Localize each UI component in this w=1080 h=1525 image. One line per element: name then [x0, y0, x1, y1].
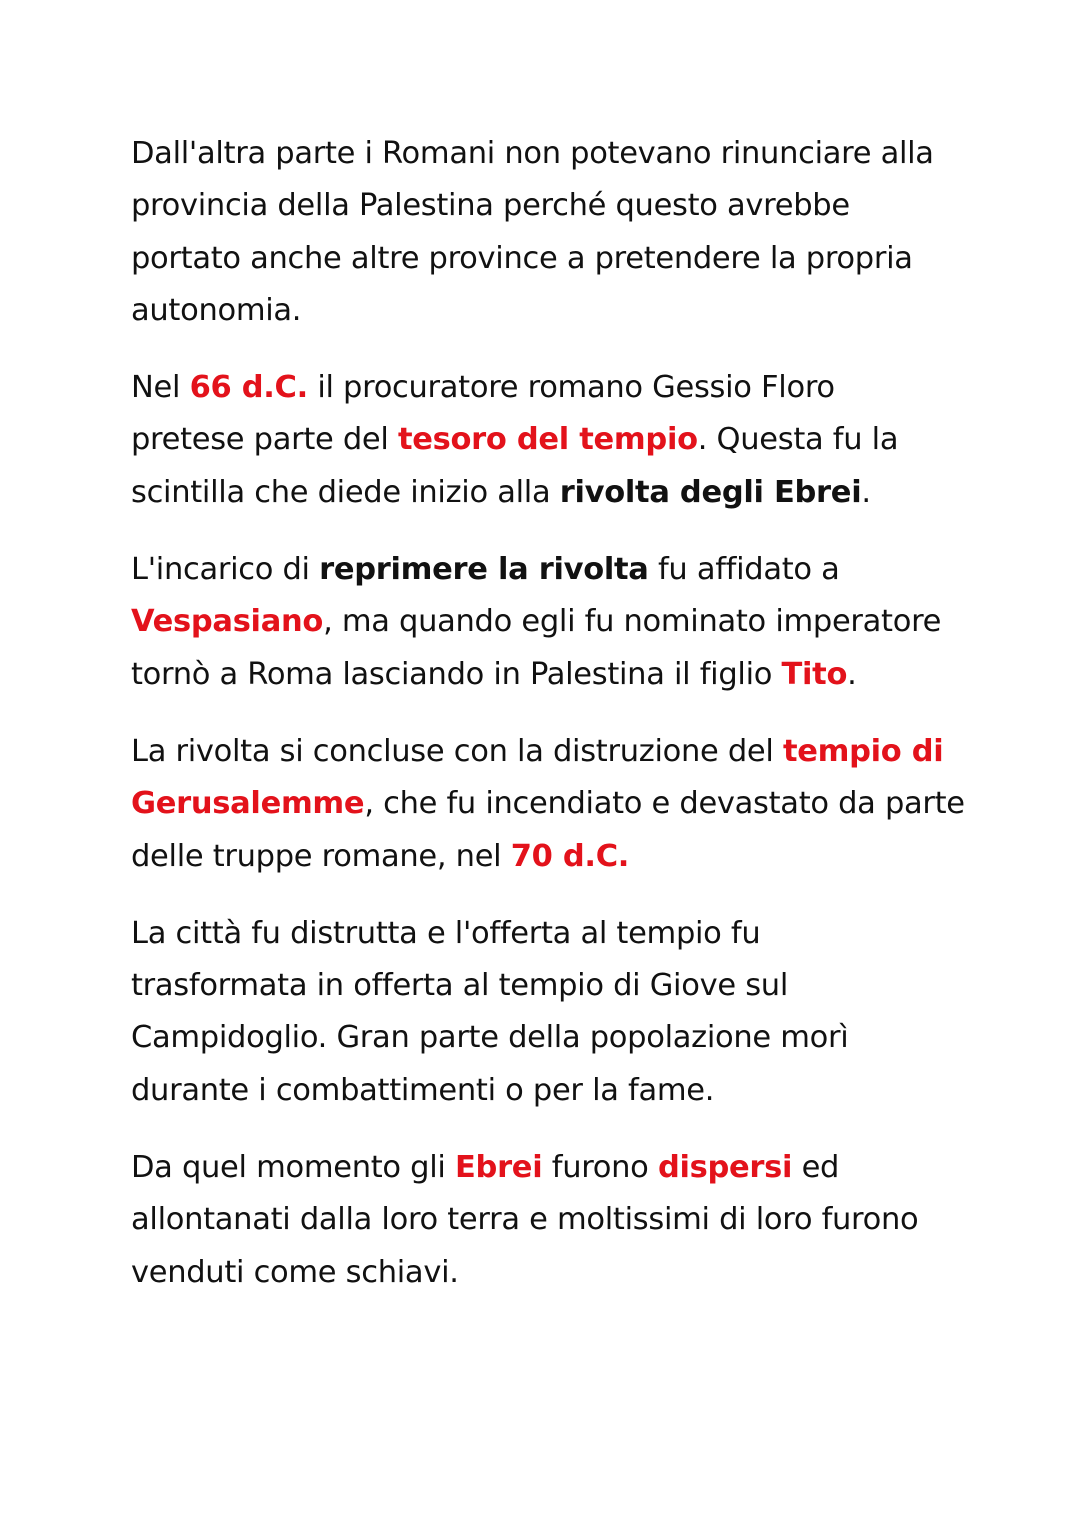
- text-line: [131, 908, 971, 960]
- text-line: [131, 1142, 971, 1194]
- text-segment: delle truppe romane, nel: [131, 838, 511, 874]
- text-line: [131, 960, 971, 1012]
- text-line: [131, 128, 971, 180]
- paragraph-6: [131, 1142, 971, 1299]
- paragraph-4: [131, 726, 971, 883]
- text-segment: L'incarico di: [131, 552, 320, 588]
- text-line: [131, 362, 971, 414]
- highlighted-term: tempio di: [782, 733, 944, 769]
- text-line: [131, 1065, 971, 1117]
- text-segment: .: [847, 656, 857, 692]
- text-line: [131, 180, 971, 232]
- document-body: [131, 128, 971, 1324]
- text-line: [131, 544, 971, 596]
- paragraph-5: [131, 908, 971, 1117]
- text-line: [131, 726, 971, 778]
- text-line: [131, 467, 971, 519]
- text-line: [131, 1194, 971, 1246]
- text-segment: Nel: [131, 370, 190, 406]
- text-line: [131, 831, 971, 883]
- text-segment: durante i combattimenti o per la fame.: [131, 1072, 715, 1108]
- highlighted-term: 66 d.C.: [189, 370, 308, 406]
- text-segment: tornò a Roma lasciando in Palestina il figlio: [131, 656, 782, 692]
- text-line: [131, 285, 971, 337]
- bold-term: rivolta degli Ebrei: [559, 474, 862, 510]
- text-line: [131, 778, 971, 830]
- text-segment: , che fu incendiato e devastato da parte: [364, 786, 965, 822]
- text-segment: ed: [792, 1150, 840, 1186]
- text-segment: Da quel momento gli: [131, 1150, 455, 1186]
- text-segment: portato anche altre province a pretendere la propria: [131, 240, 913, 276]
- text-segment: .: [861, 474, 871, 510]
- highlighted-term: Vespasiano: [131, 604, 324, 640]
- text-line: [131, 233, 971, 285]
- highlighted-term: Ebrei: [455, 1150, 543, 1186]
- text-line: [131, 1247, 971, 1299]
- text-segment: fu affidato a: [648, 552, 840, 588]
- text-segment: , ma quando egli fu nominato imperatore: [323, 604, 942, 640]
- highlighted-term: Tito: [781, 656, 848, 692]
- text-segment: il procuratore romano Gessio Floro: [307, 370, 835, 406]
- text-segment: venduti come schiavi.: [131, 1254, 459, 1290]
- text-segment: scintilla che diede inizio alla: [131, 474, 560, 510]
- text-segment: provincia della Palestina perché questo avrebbe: [131, 188, 850, 224]
- bold-term: reprimere la rivolta: [319, 552, 649, 588]
- text-segment: pretese parte del: [131, 422, 398, 458]
- text-line: [131, 649, 971, 701]
- text-segment: allontanati dalla loro terra e moltissimi di loro furono: [131, 1202, 919, 1238]
- text-segment: trasformata in offerta al tempio di Giove sul: [131, 968, 788, 1004]
- text-segment: Dall'altra parte i Romani non potevano rinunciare alla: [131, 136, 934, 171]
- text-segment: La rivolta si concluse con la distruzione del: [131, 733, 783, 769]
- highlighted-term: tesoro del tempio: [397, 422, 698, 458]
- paragraph-1: [131, 128, 971, 337]
- text-segment: Campidoglio. Gran parte della popolazione morì: [131, 1020, 849, 1056]
- text-segment: . Questa fu la: [697, 422, 899, 458]
- text-segment: autonomia.: [131, 292, 302, 328]
- paragraph-2: [131, 362, 971, 519]
- text-segment: furono: [542, 1150, 658, 1186]
- highlighted-term: Gerusalemme: [131, 786, 365, 822]
- text-line: [131, 414, 971, 466]
- highlighted-term: 70 d.C.: [510, 838, 630, 874]
- text-line: [131, 596, 971, 648]
- text-segment: La città fu distrutta e l'offerta al tempio fu: [131, 915, 761, 951]
- paragraph-3: [131, 544, 971, 701]
- highlighted-term: dispersi: [657, 1150, 793, 1186]
- text-line: [131, 1012, 971, 1064]
